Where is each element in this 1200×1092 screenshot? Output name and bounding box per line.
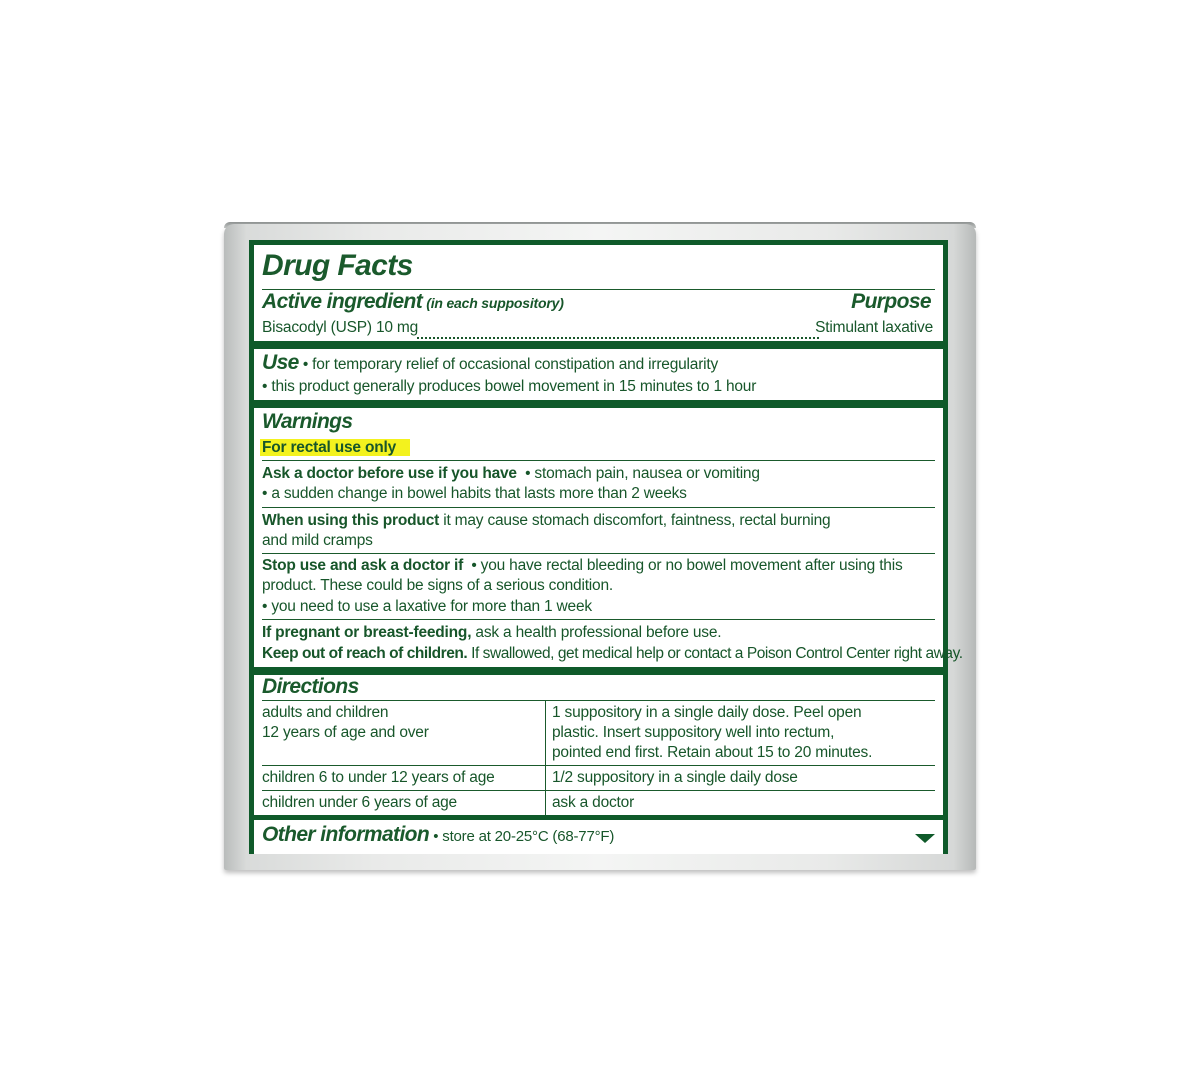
dot-leader	[417, 319, 819, 339]
stop-use-line-1	[262, 556, 903, 576]
purpose-heading: Purpose	[851, 290, 931, 313]
highlight-text: For rectal use only	[260, 439, 410, 456]
active-ingredient-heading: Active ingredient	[262, 290, 423, 313]
table-top-rule	[262, 700, 935, 701]
keep-out-label: Keep out of reach of children.	[262, 645, 468, 662]
pregnant-line	[262, 623, 721, 643]
ingredient-purpose: Stimulant laxative	[815, 319, 933, 336]
ask-doctor-line-1	[262, 464, 760, 484]
triangle-down-icon	[915, 834, 935, 843]
stop-use-text-3: • you need to use a laxative for more than 1 week	[262, 598, 592, 615]
when-using-text-1: it may cause stomach discomfort, faintness, rectal burning	[443, 512, 831, 529]
ask-doctor-text-2: • a sudden change in bowel habits that lasts more than 2 weeks	[262, 485, 687, 502]
directions-row-1-dose-3: pointed end first. Retain about 15 to 20 minutes.	[552, 744, 873, 761]
warnings-section	[254, 408, 963, 667]
directions-row-3-dose: ask a doctor	[552, 794, 635, 811]
use-heading: Use	[262, 351, 299, 374]
other-info-text: • store at 20-25°C (68-77°F)	[433, 828, 615, 845]
divider	[262, 553, 935, 554]
directions-row-1-dose-2: plastic. Insert suppository well into rectum,	[552, 724, 835, 741]
other-info-line	[262, 823, 614, 849]
directions-heading: Directions	[262, 675, 359, 698]
use-section	[254, 349, 943, 400]
directions-row-2-dose: 1/2 suppository in a single daily dose	[552, 769, 798, 786]
drug-facts-title: Drug Facts	[262, 249, 413, 282]
directions-row-1-dose-1: 1 suppository in a single daily dose. Peel open	[552, 704, 862, 721]
use-text-1: • for temporary relief of occasional constipation and irregularity	[302, 356, 719, 373]
stop-use-label: Stop use and ask a doctor if	[262, 557, 464, 574]
other-information-section	[254, 820, 943, 854]
other-info-heading: Other information	[262, 823, 430, 846]
table-row-rule	[262, 790, 935, 791]
table-row-rule	[262, 765, 935, 766]
divider	[262, 460, 935, 461]
keep-out-text: If swallowed, get medical help or contact a Poison Control Center right away.	[471, 645, 963, 662]
use-line-1	[262, 353, 718, 375]
divider	[262, 507, 935, 508]
stop-use-text-1: • you have rectal bleeding or no bowel movement after using this	[471, 557, 903, 574]
rectal-use-warning	[262, 438, 410, 458]
ingredient-name: Bisacodyl (USP) 10 mg	[262, 319, 419, 336]
directions-row-1-who-1: adults and children	[262, 704, 389, 721]
pregnant-label: If pregnant or breast-feeding,	[262, 624, 472, 641]
use-text-2: • this product generally produces bowel movement in 15 minutes to 1 hour	[262, 378, 757, 395]
stop-use-text-2: product. These could be signs of a serious condition.	[262, 577, 614, 594]
table-column-divider	[545, 700, 546, 815]
ask-doctor-text-1: • stomach pain, nausea or vomiting	[525, 465, 760, 482]
directions-row-1-who-2: 12 years of age and over	[262, 724, 429, 741]
drug-facts-panel	[249, 240, 963, 854]
directions-row-2-who: children 6 to under 12 years of age	[262, 769, 495, 786]
when-using-text-2: and mild cramps	[262, 532, 373, 549]
when-using-line-1	[262, 511, 830, 531]
warnings-heading: Warnings	[262, 410, 353, 433]
directions-section	[254, 675, 943, 815]
ingredient-row	[254, 315, 943, 339]
when-using-label: When using this product	[262, 512, 440, 529]
active-ingredient-sub: (in each suppository)	[426, 295, 564, 311]
active-ingredient-section	[254, 245, 943, 341]
directions-row-3-who: children under 6 years of age	[262, 794, 457, 811]
keep-out-line	[262, 644, 963, 664]
active-heading-row	[262, 292, 564, 314]
ask-doctor-label: Ask a doctor before use if you have	[262, 465, 517, 482]
pregnant-text: ask a health professional before use.	[475, 624, 722, 641]
divider	[262, 619, 935, 620]
